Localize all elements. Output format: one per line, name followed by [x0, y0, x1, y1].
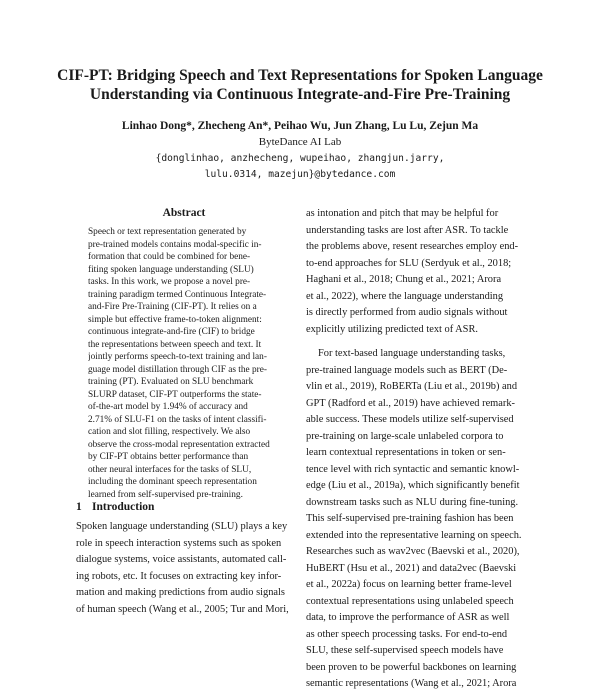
- right-column-line: For text-based language understanding tasks,: [318, 348, 506, 359]
- affiliation: ByteDance AI Lab: [258, 136, 342, 148]
- right-column-line: et al., 2022a) focus on learning better frame-level: [306, 579, 512, 590]
- section-number: 1: [76, 501, 82, 513]
- right-column-line: as intonation and pitch that may be helpful for: [306, 208, 499, 219]
- right-column-line: semantic representations (Wang et al., 2021; Arora: [306, 678, 517, 689]
- abstract-line: fiting spoken language understanding (SLU): [88, 264, 254, 275]
- right-column-line: is directly performed from audio signals without: [306, 307, 508, 318]
- intro-line: Spoken language understanding (SLU) plays a key: [76, 521, 288, 532]
- right-column-line: pre-training on large-scale unlabeled corpora to: [306, 430, 504, 442]
- right-column-line: extended into the representative learning on speech.: [306, 529, 522, 541]
- abstract-heading: Abstract: [162, 207, 206, 219]
- right-column-line: as other speech processing tasks. For end-to-end: [306, 628, 508, 640]
- right-column-line: understanding tasks are lost after ASR. To tackle: [306, 224, 509, 236]
- right-column-line: Researches such as wav2vec (Baevski et al., 2020),: [306, 546, 520, 557]
- paragraph-gap: [306, 338, 532, 346]
- abstract-line: learned from self-supervised pre-training.: [88, 489, 243, 500]
- author-emails: [40, 151, 560, 182]
- intro-line: ing robots, etc. It focuses on extracting key infor-: [76, 570, 282, 582]
- right-column-line: vlin et al., 2019), RoBERTa (Liu et al., 2019b) and: [306, 381, 518, 392]
- emails-line-1: {donglinhao, anzhecheng, wupeihao, zhangjun.jarry,: [155, 153, 445, 164]
- right-column-line: learn contextual representations in token or sen-: [306, 447, 506, 458]
- title-line-2: Understanding via Continuous Integrate-and-Fire Pre-Training: [89, 86, 511, 103]
- right-column-line: et al., 2022), where the language understanding: [306, 290, 504, 302]
- right-column-line: SLU, these self-supervised speech models have: [306, 645, 504, 656]
- abstract-line: including the dominant speech representation: [88, 477, 257, 487]
- section-title: Introduction: [92, 501, 155, 513]
- right-column-line: pre-trained language models such as BERT (De-: [306, 364, 508, 376]
- intro-line: role in speech interaction systems such as spoken: [76, 537, 282, 549]
- abstract-line: training (PT). Evaluated on SLU benchmark: [88, 377, 254, 387]
- abstract-line: guage model distillation through CIF as the pre-: [88, 364, 267, 375]
- abstract-line: 2.71% of SLU-F1 on the tasks of intent classifi-: [88, 414, 267, 425]
- abstract-line: by CIF-PT obtains better performance than: [88, 452, 249, 462]
- abstract-line: other neural interfaces for the tasks of SLU,: [88, 464, 252, 475]
- paper-title: [40, 66, 560, 104]
- intro-line: of human speech (Wang et al., 2005; Tur and Mori,: [76, 603, 289, 615]
- right-column-line: tence level with rich syntactic and semantic knowl-: [306, 463, 520, 475]
- author-list: Linhao Dong*, Zhecheng An*, Peihao Wu, Jun Zhang, Lu Lu, Zejun Ma: [121, 120, 479, 132]
- abstract-line: formation that could be combined for bene-: [88, 252, 251, 262]
- emails-line-2: lulu.0314, mazejun}@bytedance.com: [204, 168, 396, 180]
- abstract-line: of-the-art model by 1.94% of accuracy and: [88, 402, 248, 412]
- abstract-line: simple but effective frame-to-token alignment:: [88, 314, 262, 325]
- right-column-line: HuBERT (Hsu et al., 2021) and data2vec (Baevski: [306, 562, 517, 574]
- abstract-line: continuous integrate-and-fire (CIF) to bridge: [88, 327, 255, 337]
- abstract-line: training paradigm termed Continuous Integrate-: [88, 289, 267, 300]
- right-column-body: [306, 206, 532, 693]
- right-column-line: edge (Liu et al., 2019a), which significantly benefit: [306, 480, 520, 491]
- abstract-line: tasks. In this work, we propose a novel pre-: [88, 277, 251, 287]
- right-column-line: to-end approaches for SLU (Serdyuk et al., 2018;: [306, 257, 512, 269]
- right-column-line: been proven to be powerful backbones on learning: [306, 661, 517, 673]
- abstract-line: jointly performs speech-to-text training and lan-: [88, 352, 267, 362]
- abstract-line: pre-trained models contains modal-specific in-: [88, 239, 262, 250]
- right-column-line: data, to improve the performance of ASR as well: [306, 612, 510, 623]
- abstract-line: the representations between speech and text. It: [88, 339, 262, 350]
- abstract-line: and-Fire Pre-Training (CIF-PT). It relies on a: [88, 302, 257, 312]
- right-column-line: Haghani et al., 2018; Chung et al., 2021; Arora: [306, 274, 502, 285]
- right-column-line: contextual representations using unlabeled speech: [306, 595, 514, 607]
- right-column-line: downstream tasks such as NLU during fine-tuning.: [306, 496, 519, 508]
- title-line-1: CIF-PT: Bridging Speech and Text Representations for Spoken Language: [57, 67, 543, 84]
- right-column-line: GPT (Radford et al., 2019) have achieved remark-: [306, 397, 515, 409]
- intro-line: dialogue systems, voice assistants, automated call-: [76, 554, 287, 565]
- right-column-line: This self-supervised pre-training fashion has been: [306, 513, 514, 524]
- introduction-body: [76, 519, 294, 618]
- abstract-line: SLURP dataset, CIF-PT outperforms the state-: [88, 389, 262, 400]
- intro-line: mation and making predictions from audio signals: [76, 587, 285, 598]
- abstract-line: Speech or text representation generated by: [88, 227, 247, 237]
- right-column-line: the problems above, resent researches employ end-: [306, 241, 519, 252]
- right-column-line: able success. These models utilize self-supervised: [306, 414, 514, 425]
- abstract-body: [88, 226, 280, 501]
- abstract-line: observe the cross-modal representation extracted: [88, 439, 270, 450]
- abstract-line: cation and slot filling, respectively. We also: [88, 427, 251, 437]
- section-heading-introduction: [76, 501, 154, 513]
- right-column-line: explicitly utilizing predicted text of ASR.: [306, 323, 478, 335]
